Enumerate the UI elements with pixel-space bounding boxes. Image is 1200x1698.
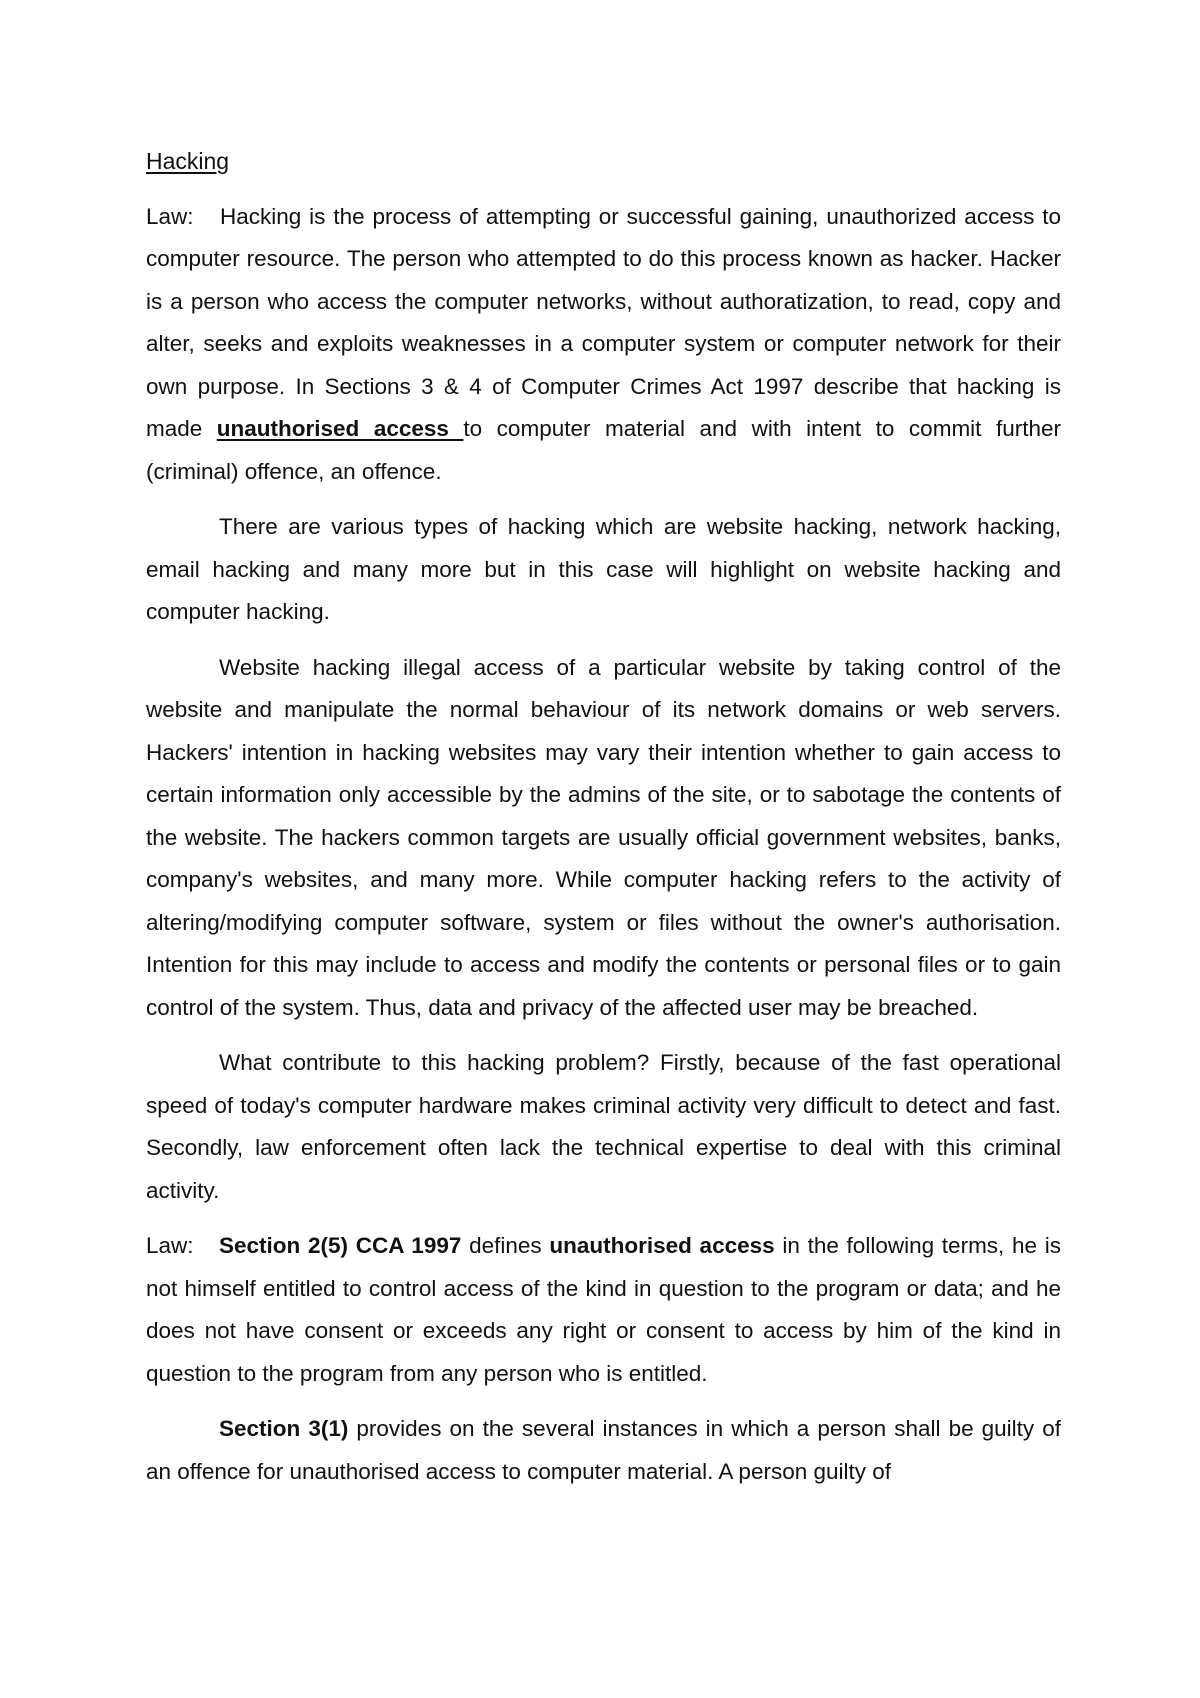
paragraph-law-definition <box>146 196 1061 494</box>
paragraph-text: provides on the several instances in which a person shall be guilty of an offence for unauthorised access to computer material. A person guilty of <box>146 1416 1062 1484</box>
paragraph-types-of-hacking: There are various types of hacking which are website hacking, network hacking, email hacking and many more but in this case will highlight on website hacking and computer hacking. <box>146 514 1061 624</box>
law-label: Law: <box>146 203 194 229</box>
paragraph-text: Hacking is the process of attempting or successful gaining, unauthorized access to computer resource. The person who attempted to do this process known as hacker. Hacker is a person who access the computer networks, without authoratization, to read, copy and alter, seeks and exploits weaknesses in a computer system or computer network for their own purpose. In Sections 3 & 4 of Computer Crimes Act 1997 describe that hacking is made <box>146 203 1061 441</box>
term-unauthorised-access: unauthorised access <box>549 1233 775 1258</box>
document-heading: Hacking <box>146 148 230 174</box>
law-label: Law: <box>146 1233 194 1258</box>
section-reference: Section 2(5) CCA 1997 <box>219 1233 462 1258</box>
paragraph-text: defines <box>461 1233 550 1258</box>
section-reference: Section 3(1) <box>219 1416 349 1441</box>
paragraph-text: to computer material and with intent to commit further (criminal) offence, an offence. <box>146 416 1061 484</box>
paragraph-contributing-factors: What contribute to this hacking problem? Firstly, because of the fast operational speed of today's computer hardware makes criminal activity very difficult to detect and fast. Secondly, law enforcement often lack the technical expertise to deal with this criminal activity. <box>146 1050 1061 1203</box>
paragraph-section-3-1 <box>146 1408 1061 1493</box>
document-page <box>146 140 1061 1506</box>
emphasis-unauthorised-access: unauthorised access <box>216 416 464 441</box>
paragraph-text: in the following terms, he is not himself entitled to control access of the kind in question to the program or data; and he does not have consent or exceeds any right or consent to access by him of the kind in question to the program from any person who is entitled. <box>146 1233 1061 1386</box>
paragraph-website-hacking: Website hacking illegal access of a particular website by taking control of the website and manipulate the normal behaviour of its network domains or web servers. Hackers' intention in hacking websites may vary their intention whether to gain access to certain information only accessible by the admins of the site, or to sabotage the contents of the website. The hackers common targets are usually official government websites, banks, company's websites, and many more. While computer hacking refers to the activity of altering/modifying computer software, system or files without the owner's authorisation. Intention for this may include to access and modify the contents or personal files or to gain control of the system. Thus, data and privacy of the affected user may be breached. <box>146 654 1061 1020</box>
paragraph-section-2-5 <box>146 1225 1061 1395</box>
